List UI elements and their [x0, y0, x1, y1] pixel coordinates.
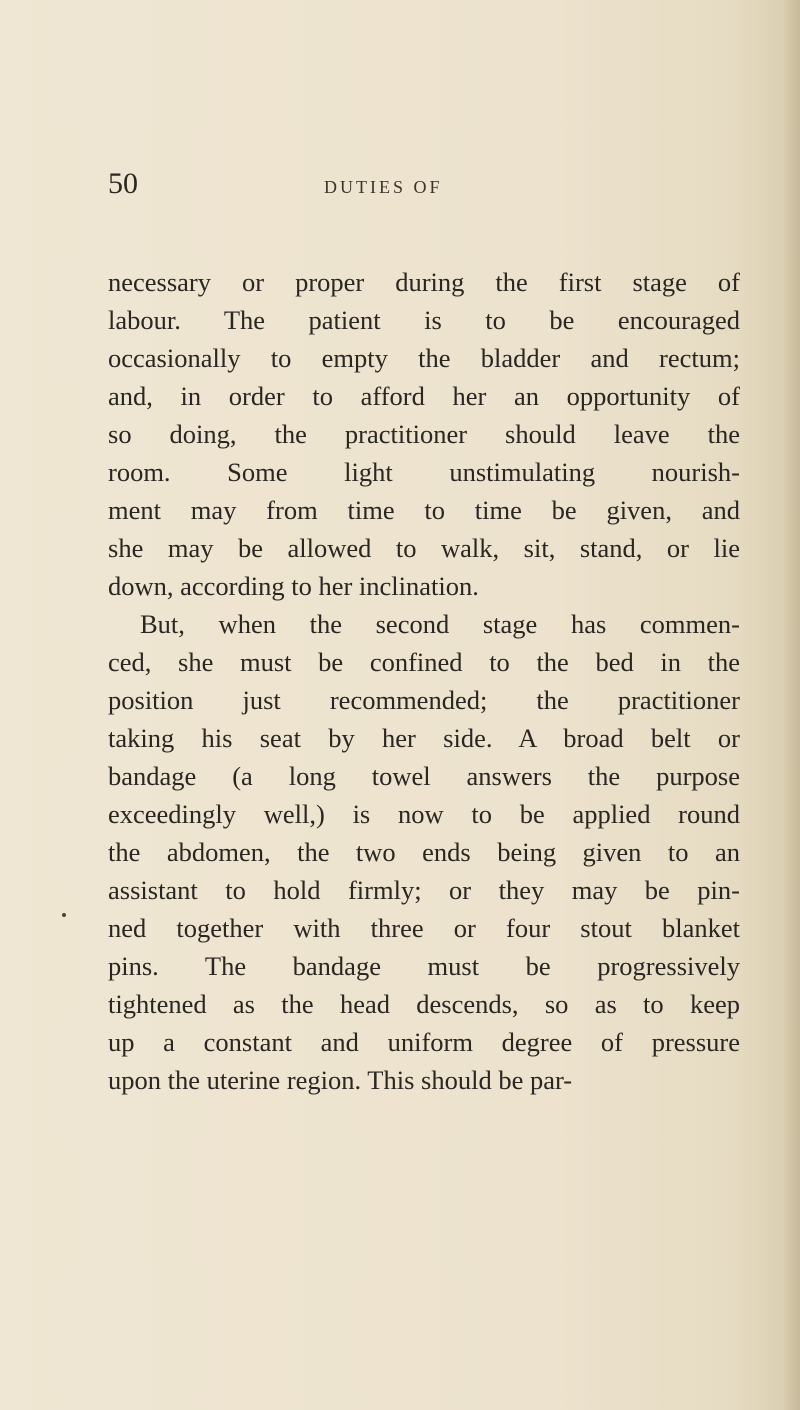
text-line: she may be allowed to walk, sit, stand, or lie: [108, 533, 740, 563]
text-line: taking his seat by her side. A broad belt or: [108, 723, 740, 753]
text-line: the abdomen, the two ends being given to an: [108, 837, 740, 867]
page-edge-shadow: [782, 0, 800, 1410]
text-line: ned together with three or four stout blanket: [108, 913, 740, 943]
text-line: and, in order to afford her an opportunity of: [108, 381, 740, 411]
text-line: necessary or proper during the first stage of: [108, 267, 740, 297]
text-line: ced, she must be confined to the bed in the: [108, 647, 740, 677]
page-header: [108, 166, 748, 206]
running-head: DUTIES OF: [324, 177, 443, 197]
text-line: bandage (a long towel answers the purpose: [108, 761, 740, 791]
paper-speck: [62, 913, 66, 917]
text-line: ment may from time to time be given, and: [108, 495, 740, 525]
text-line: room. Some light unstimulating nourish-: [108, 457, 740, 487]
text-line: up a constant and uniform degree of pressure: [108, 1027, 740, 1057]
text-line: occasionally to empty the bladder and rectum;: [108, 343, 740, 373]
text-line: pins. The bandage must be progressively: [108, 951, 740, 981]
text-line: upon the uterine region. This should be par-: [108, 1065, 573, 1095]
text-line: down, according to her inclination.: [108, 571, 479, 601]
text-line: position just recommended; the practitioner: [108, 685, 740, 715]
page-number: 50: [108, 167, 138, 200]
body-text: [108, 263, 740, 1099]
text-line: labour. The patient is to be encouraged: [108, 305, 740, 335]
text-line: so doing, the practitioner should leave the: [108, 419, 740, 449]
text-line: exceedingly well,) is now to be applied round: [108, 799, 740, 829]
text-line: assistant to hold firmly; or they may be pin-: [108, 875, 740, 905]
text-line: But, when the second stage has commen-: [140, 609, 740, 639]
text-line: tightened as the head descends, so as to keep: [108, 989, 740, 1019]
